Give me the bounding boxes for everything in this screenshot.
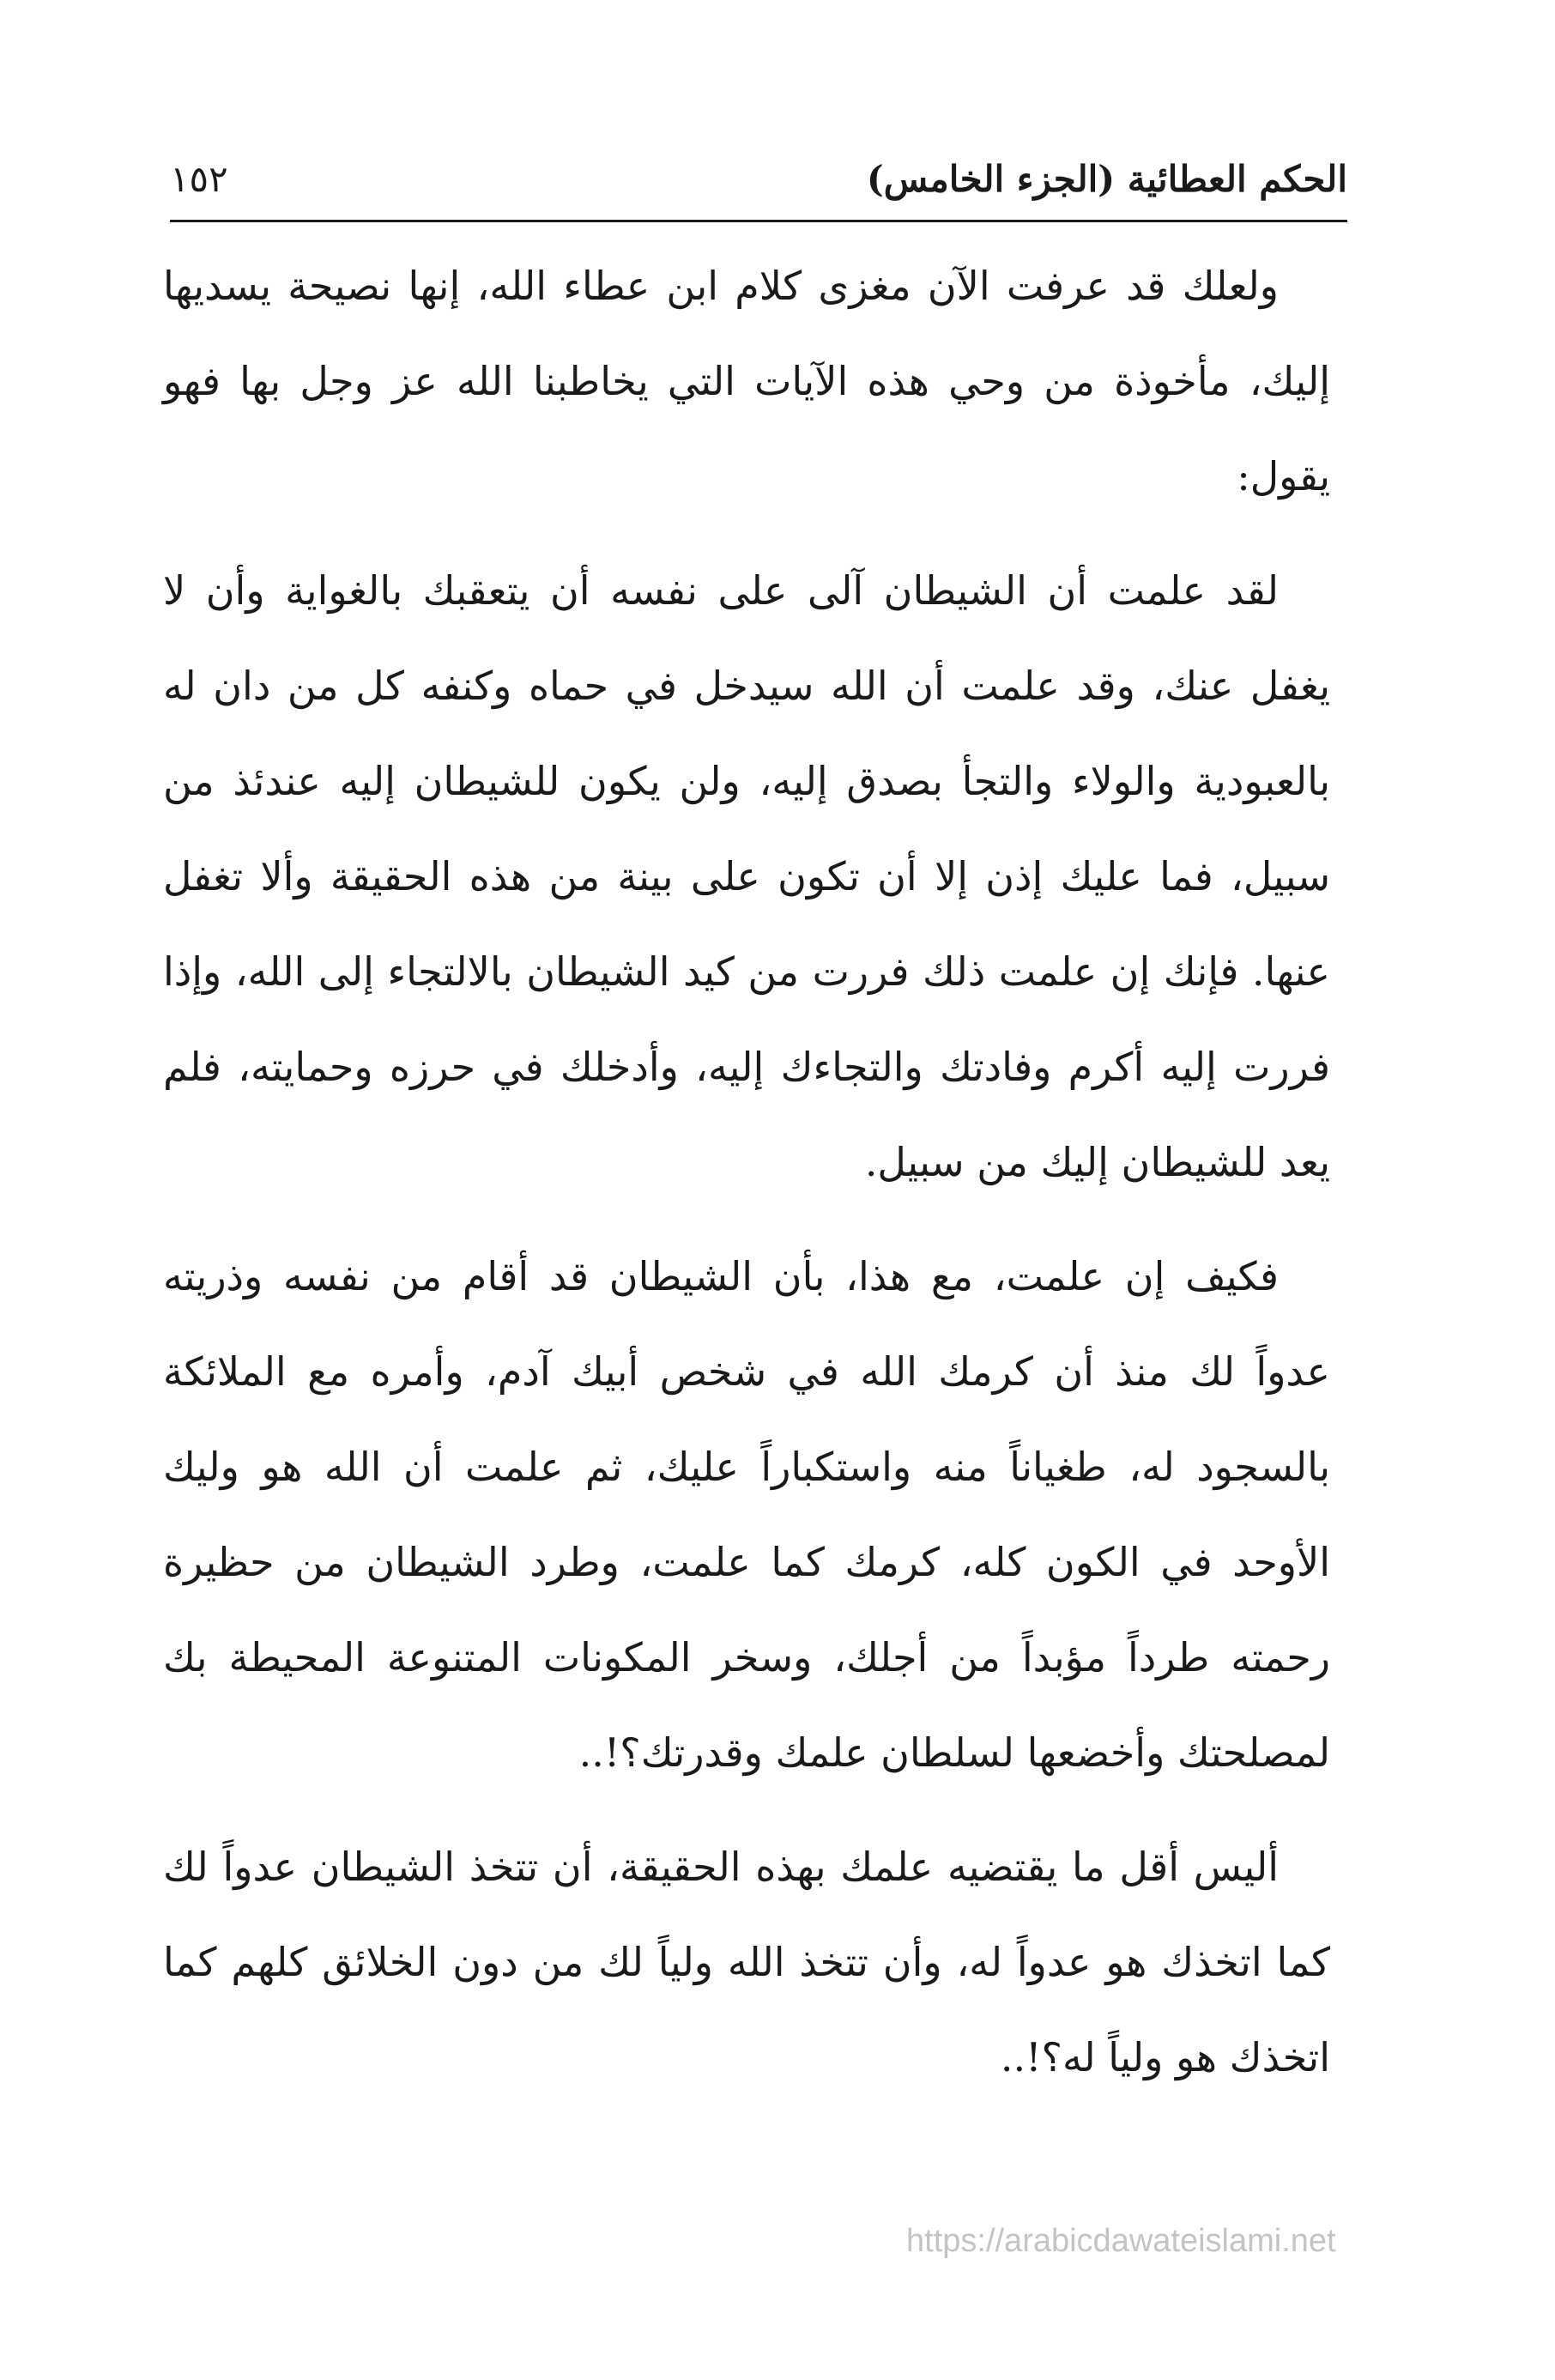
watermark-url: https://arabicdawateislami.net [906,2223,1336,2259]
running-header-title: الحكم العطائية (الجزء الخامس) [866,158,1347,200]
header-divider [170,220,1347,222]
paragraph: فكيف إن علمت، مع هذا، بأن الشيطان قد أقام من نفسه وذريته عدواً لك منذ أن كرمك الله في شخص أبيك آدم، وأمره مع الملائكة بالسجود له، طغياناً منه واستكباراً عليك، ثم علمت أن الله هو وليك الأوحد في الكون كله، كرمك كما علمت، وطرد الشيطان من حظيرة رحمته طرداً مؤبداً من أجلك، وسخر المكونات المتنوعة المحيطة بك لمصلحتك وأخضعها لسلطان علمك وقدرتك؟!.. [163,1253,1330,1776]
paragraph: ولعلك قد عرفت الآن مغزى كلام ابن عطاء الله، إنها نصيحة يسديها إليك، مأخوذة من وحي هذه الآيات التي يخاطبنا الله عز وجل بها فهو يقول: [163,263,1330,500]
body-text [163,239,1330,2124]
paragraph: لقد علمت أن الشيطان آلى على نفسه أن يتعقبك بالغواية وأن لا يغفل عنك، وقد علمت أن الله سيدخل في حماه وكنفه كل من دان له بالعبودية والولاء والتجأ بصدق إليه، ولن يكون للشيطان إليه عندئذ من سبيل، فما عليك إذن إلا أن تكون على بينة من هذه الحقيقة وألا تغفل عنها. فإنك إن علمت ذلك فررت من كيد الشيطان بالالتجاء إلى الله، وإذا فررت إليه أكرم وفادتك والتجاءك إليه، وأدخلك في حرزه وحمايته، فلم يعد للشيطان إليك من سبيل. [163,567,1330,1185]
page-number: ١٥٢ [170,158,228,200]
paragraph: أليس أقل ما يقتضيه علمك بهذه الحقيقة، أن تتخذ الشيطان عدواً لك كما اتخذك هو عدواً له، وأن تتخذ الله ولياً لك من دون الخلائق كلهم كما اتخذك هو ولياً له؟!.. [163,1844,1330,2080]
running-header [170,144,1347,213]
